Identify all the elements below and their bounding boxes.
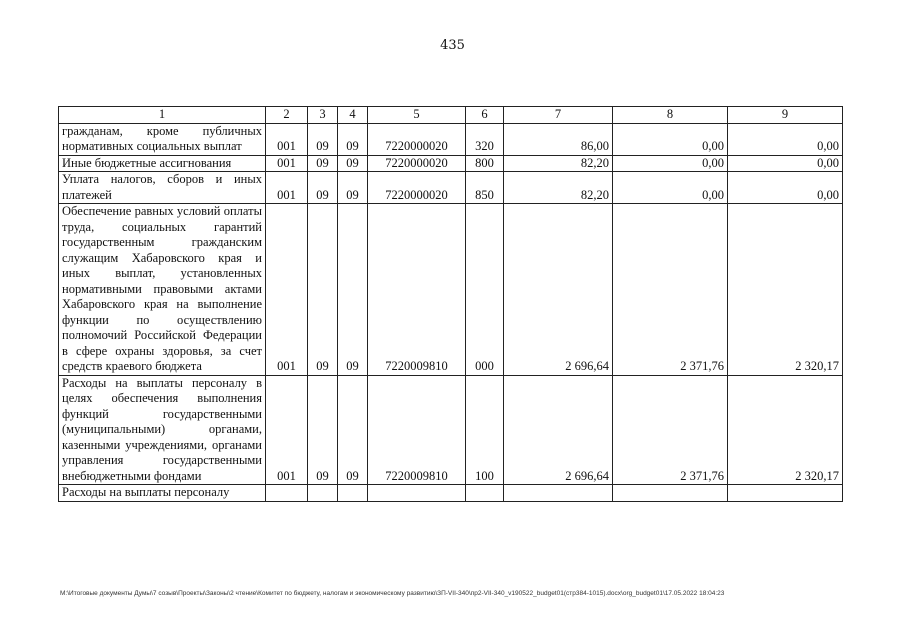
header-cell-1: 1: [59, 107, 266, 124]
row-name: гражданам, кроме публичных нормативных социальных выплат: [59, 123, 266, 155]
header-cell-7: 7: [504, 107, 613, 124]
row-target-article: [368, 485, 466, 502]
row-ministry-code: 001: [266, 123, 308, 155]
table-row: [59, 204, 843, 376]
header-cell-6: 6: [466, 107, 504, 124]
row-expense-type: 800: [466, 155, 504, 172]
row-amount-col7: 82,20: [504, 155, 613, 172]
row-amount-col9: 0,00: [728, 172, 843, 204]
row-amount-col9: 0,00: [728, 123, 843, 155]
row-amount-col7: [504, 485, 613, 502]
row-name: Расходы на выплаты персоналу в целях обеспечения выполнения функций государственными (муниципальными) органами, казенными учреждениями, органами управления государственными внебюджетными фондами: [59, 375, 266, 485]
row-expense-type: 850: [466, 172, 504, 204]
row-amount-col8: 2 371,76: [613, 204, 728, 376]
row-section: 09: [308, 204, 338, 376]
row-amount-col7: 2 696,64: [504, 204, 613, 376]
header-cell-9: 9: [728, 107, 843, 124]
header-cell-2: 2: [266, 107, 308, 124]
row-expense-type: 320: [466, 123, 504, 155]
table-row: [59, 155, 843, 172]
header-cell-3: 3: [308, 107, 338, 124]
header-cell-5: 5: [368, 107, 466, 124]
table-row: [59, 485, 843, 502]
row-section: 09: [308, 172, 338, 204]
row-amount-col9: [728, 485, 843, 502]
row-subsection: [338, 485, 368, 502]
row-amount-col8: 0,00: [613, 172, 728, 204]
row-subsection: 09: [338, 155, 368, 172]
row-subsection: 09: [338, 123, 368, 155]
row-expense-type: 100: [466, 375, 504, 485]
row-amount-col8: 0,00: [613, 155, 728, 172]
row-target-article: 7220000020: [368, 172, 466, 204]
budget-table: [58, 106, 843, 502]
row-amount-col7: 86,00: [504, 123, 613, 155]
row-amount-col7: 82,20: [504, 172, 613, 204]
row-amount-col7: 2 696,64: [504, 375, 613, 485]
file-path-footer: M:\Итоговые документы Думы\7 созыв\Проекты\Законы\2 чтение\Комитет по бюджету, налогам и экономическому развитию\ЗП-VII-340\пр2-VII-340_v190522_budget01(стр384-1015).docx\org_budget01\17.05.2022 18:04:23: [60, 590, 725, 597]
row-amount-col8: [613, 485, 728, 502]
row-name: Иные бюджетные ассигнования: [59, 155, 266, 172]
row-ministry-code: 001: [266, 172, 308, 204]
table-row: [59, 123, 843, 155]
row-amount-col9: 2 320,17: [728, 375, 843, 485]
row-expense-type: 000: [466, 204, 504, 376]
row-target-article: 7220000020: [368, 155, 466, 172]
table-row: [59, 375, 843, 485]
row-section: 09: [308, 155, 338, 172]
row-expense-type: [466, 485, 504, 502]
row-ministry-code: 001: [266, 375, 308, 485]
page-number: 435: [440, 38, 465, 53]
row-ministry-code: [266, 485, 308, 502]
row-ministry-code: 001: [266, 204, 308, 376]
header-cell-8: 8: [613, 107, 728, 124]
row-subsection: 09: [338, 172, 368, 204]
row-amount-col8: 2 371,76: [613, 375, 728, 485]
row-section: 09: [308, 123, 338, 155]
row-name: Обеспечение равных условий оплаты труда, социальных гарантий государственным гражданским служащим Хабаровского края и иных выплат, установленных нормативными правовыми актами Хабаровского края на выполнение функции по осуществлению полномочий Российской Федерации в сфере охраны здоровья, за счет средств краевого бюджета: [59, 204, 266, 376]
row-subsection: 09: [338, 375, 368, 485]
row-name: Расходы на выплаты персоналу: [59, 485, 266, 502]
row-amount-col8: 0,00: [613, 123, 728, 155]
row-target-article: 7220009810: [368, 375, 466, 485]
header-row: [59, 107, 843, 124]
row-section: 09: [308, 375, 338, 485]
row-amount-col9: 0,00: [728, 155, 843, 172]
row-ministry-code: 001: [266, 155, 308, 172]
row-section: [308, 485, 338, 502]
table-row: [59, 172, 843, 204]
row-target-article: 7220009810: [368, 204, 466, 376]
row-subsection: 09: [338, 204, 368, 376]
header-cell-4: 4: [338, 107, 368, 124]
row-amount-col9: 2 320,17: [728, 204, 843, 376]
row-target-article: 7220000020: [368, 123, 466, 155]
row-name: Уплата налогов, сборов и иных платежей: [59, 172, 266, 204]
